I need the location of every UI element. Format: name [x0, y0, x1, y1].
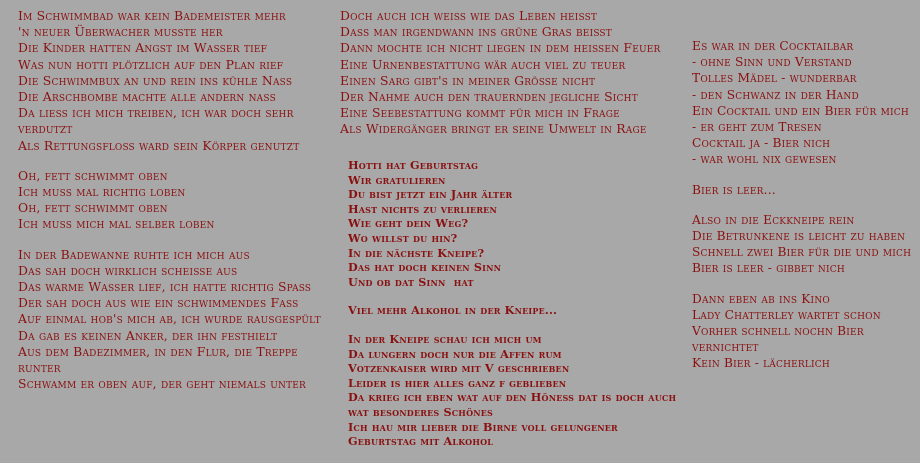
text-line: Die Betrunkene is leicht zu haben [692, 229, 906, 244]
text-line: Doch auch ich weiß wie das Leben heißt [340, 8, 598, 23]
text-line: Cocktail ja - Bier nich [692, 136, 831, 151]
text-line: Dann mochte ich nicht liegen in dem heißen Feuer [340, 40, 661, 56]
text-line: Oh, fett schwimmt oben [18, 200, 168, 216]
text-column-middle-bottom [348, 158, 681, 463]
text-line: Der Nahme auch den trauernden jegliche Sicht [340, 89, 638, 105]
text-line: Die Kinder hatten Angst im Wasser tief [18, 40, 268, 56]
text-line: Der sah doch aus wie ein schwimmendes Fass [18, 295, 299, 311]
text-line: Ein Cocktail und ein Bier für mich [692, 103, 909, 118]
verse-block [692, 38, 912, 168]
text-line: Also in die Eckkneipe rein [692, 212, 855, 227]
text-line: Die Schwimmbux an und rein ins kühle Nass [18, 72, 293, 88]
verse-block [692, 182, 912, 198]
text-line: Eine Seebestattung kommt für mich in Frage [340, 105, 620, 121]
text-line: Wir gratulieren [348, 172, 446, 187]
text-line: Und ob dat Sinn hat [348, 274, 474, 289]
text-line: Da gab es keinen Anker, der ihn festhielt [18, 327, 278, 343]
text-line: - war wohl nix gewesen [692, 152, 837, 167]
text-line: Ich muss mal richtig loben [18, 184, 186, 200]
text-line: Bier is leer... [692, 182, 776, 197]
verse-block [348, 158, 678, 289]
text-line: - ohne Sinn und Verstand [692, 55, 852, 70]
text-line: Lady Chatterley wartet schon [692, 307, 881, 322]
text-line: In der Kneipe schau ich mich um [348, 331, 542, 346]
text-line: Im Schwimmbad war kein Bademeister mehr [18, 8, 286, 23]
verse-block [348, 303, 678, 318]
text-line: Es war in der Cocktailbar [692, 39, 854, 53]
verse-block [348, 331, 681, 449]
verse-block [692, 291, 912, 372]
text-line: Was nun hotti plötzlich auf den Plan rief [18, 56, 284, 72]
text-line: In die nächste Kneipe? [348, 245, 485, 260]
text-line: Votzenkaiser wird mit V geschrieben [348, 361, 570, 376]
text-line: Bier is leer - gibbet nich [692, 261, 845, 276]
text-line: Die Arschbombe machte alle andern nass [18, 89, 276, 105]
text-column-middle-top [340, 8, 670, 152]
verse-block [692, 212, 912, 277]
text-line: Tolles Mädel - wunderbar [692, 71, 857, 86]
verse-block [18, 8, 336, 154]
text-line: Schwamm er oben auf, der geht niemals unter [18, 376, 307, 392]
text-line: Oh, fett schwimmt oben [18, 167, 168, 183]
text-line: Auf einmal hob's mich ab, ich wurde rausgespült [18, 311, 321, 327]
text-line: Wie geht dein Weg? [348, 216, 469, 231]
text-column-right [692, 38, 912, 386]
text-line: - er geht zum Tresen [692, 120, 822, 135]
text-line: Vorher schnell nochn Bier vernichtet [692, 324, 868, 355]
text-line: Schnell zwei Bier für die und mich [692, 245, 912, 260]
verse-block [18, 168, 336, 233]
text-line: Das sah doch wirklich scheiße aus [18, 262, 238, 278]
text-line: Du bist jetzt ein Jahr älter [348, 187, 513, 202]
text-line: Das warme Wasser lief, ich hatte richtig Spaß [18, 279, 312, 295]
text-line: Als Rettungsfloß ward sein Körper genutzt [18, 137, 300, 153]
text-line: Eine Urnenbestattung wär auch viel zu teuer [340, 56, 626, 72]
verse-block [18, 247, 336, 393]
text-line: Wo willst du hin? [348, 230, 458, 245]
text-column-left [18, 8, 336, 406]
text-line: 'n neuer Überwacher musste her [18, 24, 223, 40]
text-line: Hotti hat Geburtstag [348, 158, 479, 172]
text-line: Da ließ ich mich treiben, ich war doch sehr verdutzt [18, 105, 298, 137]
text-line: - den Schwanz in der Hand [692, 87, 859, 102]
text-line: Ich hau mir lieber die Birne voll gelungener Geburtstag mit Alkohol [348, 419, 623, 449]
text-line: Da lungern doch nur die Affen rum [348, 346, 562, 361]
verse-block [340, 8, 670, 138]
text-line: Kein Bier - lächerlich [692, 356, 830, 371]
text-line: Ich muss mich mal selber loben [18, 216, 215, 232]
text-line: Einen Sarg gibt's in meiner Größe nicht [340, 72, 596, 88]
text-line: In der Badewanne ruhte ich mich aus [18, 246, 250, 262]
text-line: Hast nichts zu verlieren [348, 201, 497, 216]
text-line: Leider is hier alles ganz f geblieben [348, 375, 567, 390]
text-line: Dass man irgendwann ins grüne Gras beißt [340, 24, 612, 40]
text-line: Da krieg ich eben wat auf den Höneß dat is doch auch wat besonderes Schönes [348, 390, 681, 419]
text-line: Viel mehr Alkohol in der Kneipe... [348, 303, 558, 318]
text-line: Aus dem Badezimmer, in den Flur, die Treppe runter [18, 343, 303, 376]
text-line: Dann eben ab ins Kino [692, 291, 830, 306]
text-line: Das hat doch keinen Sinn [348, 260, 502, 275]
text-line: Als Widergänger bringt er seine Umwelt in Rage [340, 121, 647, 137]
